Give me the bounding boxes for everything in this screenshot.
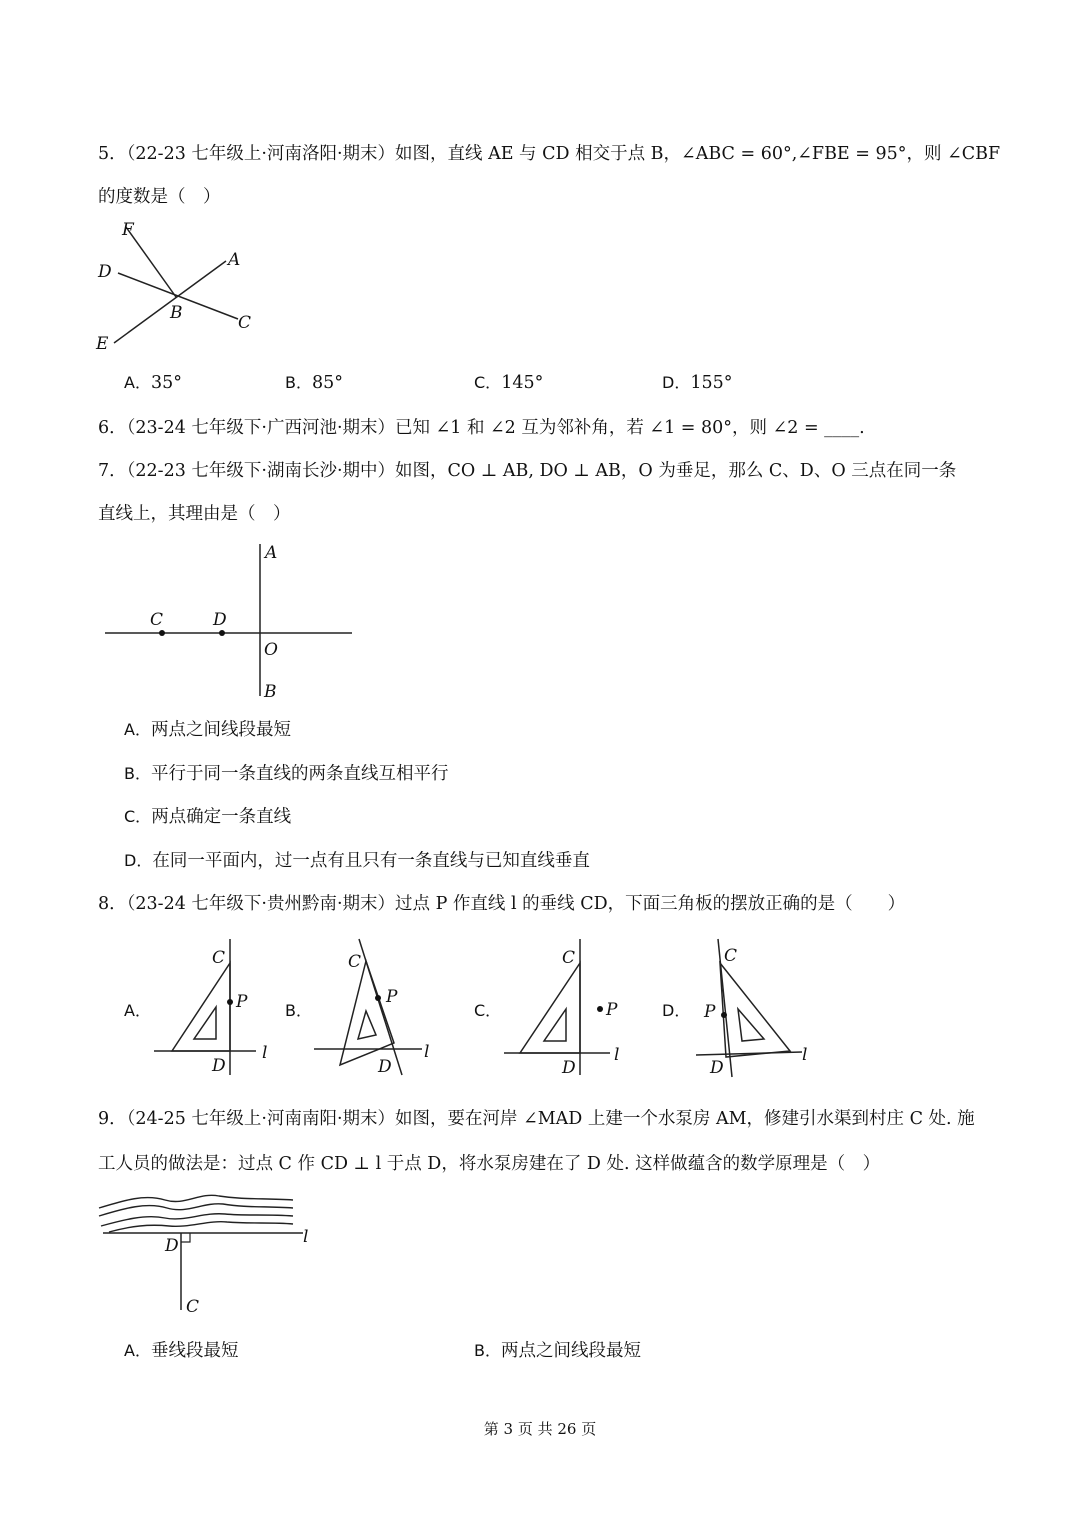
q8-option-d[interactable] (662, 998, 690, 1021)
q7-option-b[interactable] (124, 760, 448, 785)
q7-option-c[interactable] (124, 803, 291, 828)
q5-option-a-text: 35° (150, 373, 182, 393)
q5-figure (90, 215, 270, 355)
q9-label-D: D (165, 1236, 179, 1256)
q8-option-a[interactable] (124, 998, 151, 1021)
q9-option-b-text: 两点之间线段最短 (500, 1341, 641, 1361)
q8d-label-D: D (710, 1058, 724, 1078)
q5-option-b-text: 85° (311, 373, 344, 393)
q7-option-d[interactable] (124, 847, 590, 872)
q8d-label-P: P (704, 1002, 716, 1022)
q7-stem-line1: 7．（22-23 七年级下·湖南长沙·期中）如图，CO ⊥ AB, DO ⊥ AB，O 为垂足，那么 C、D、O 三点在同一条 (98, 461, 957, 481)
q7-label-C: C (150, 610, 164, 630)
q7-option-c-key: C． (124, 807, 152, 826)
q5-option-d-key: D． (662, 373, 691, 392)
q5-option-d[interactable] (662, 370, 732, 393)
q8-option-c-key: C． (474, 1001, 502, 1020)
q5-label-A: A (228, 250, 241, 270)
q5-stem-line2: 的度数是（ ） (98, 187, 221, 207)
q5-option-d-text: 155° (690, 373, 733, 393)
q7-option-a-key: A． (124, 720, 151, 739)
q5-label-F: F (122, 220, 134, 240)
q9-option-a[interactable] (124, 1337, 238, 1362)
q7-label-D: D (213, 610, 227, 630)
q5-option-c-key: C． (474, 373, 502, 392)
q7-stem-line2: 直线上，其理由是（ ） (98, 504, 291, 524)
q7-label-A: A (265, 543, 278, 563)
q5-label-E: E (96, 334, 109, 354)
q9-label-l: l (303, 1227, 309, 1247)
q8b-label-l: l (424, 1042, 430, 1062)
q8c-label-P: P (606, 1000, 618, 1020)
q5-label-C: C (238, 313, 252, 333)
q8-figure-a (150, 935, 290, 1080)
q8-option-d-key: D． (662, 1001, 691, 1020)
q7-option-d-text: 在同一平面内，过一点有且只有一条直线与已知直线垂直 (152, 851, 590, 871)
q8d-label-C: C (724, 946, 738, 966)
q5-option-c-text: 145° (501, 373, 544, 393)
q9-label-C: C (186, 1297, 200, 1317)
q8b-label-C: C (348, 952, 362, 972)
q7-option-b-key: B． (124, 764, 151, 783)
q8-figure-b (310, 935, 450, 1080)
q9-option-b[interactable] (474, 1337, 641, 1362)
q9-option-a-key: A． (124, 1341, 151, 1360)
q9-stem-line1: 9．（24-25 七年级上·河南南阳·期末）如图，要在河岸 ∠MAD 上建一个水泵房 AM，修建引水渠到村庄 C 处. 施 (98, 1109, 975, 1129)
q8-option-a-key: A． (124, 1001, 151, 1020)
q8d-label-l: l (802, 1045, 808, 1065)
q8-option-c[interactable] (474, 998, 501, 1021)
q8a-label-l: l (262, 1043, 268, 1063)
q5-option-b-key: B． (285, 373, 312, 392)
q7-option-c-text: 两点确定一条直线 (151, 807, 292, 827)
q5-option-a[interactable] (124, 370, 182, 393)
q8a-label-C: C (212, 948, 226, 968)
q5-label-B: B (170, 303, 183, 323)
q9-figure (95, 1180, 325, 1320)
q9-stem-line2: 工人员的做法是：过点 C 作 CD ⊥ l 于点 D，将水泵房建在了 D 处. 这样做蕴含的数学原理是（ ） (98, 1154, 881, 1174)
q6-stem: 6．（23-24 七年级下·广西河池·期末）已知 ∠1 和 ∠2 互为邻补角，若 ∠1 = 80°，则 ∠2 = ____. (98, 418, 865, 438)
q8b-label-D: D (378, 1057, 392, 1077)
q7-label-O: O (264, 640, 278, 660)
q5-stem-line1: 5．（22-23 七年级上·河南洛阳·期末）如图，直线 AE 与 CD 相交于点 B，∠ABC = 60°,∠FBE = 95°，则 ∠CBF (98, 144, 1001, 164)
q8-figure-d (690, 935, 830, 1080)
q7-label-B: B (264, 682, 277, 702)
q5-option-a-key: A． (124, 373, 151, 392)
page-footer: 第 3 页 共 26 页 (483, 1420, 597, 1438)
q7-option-d-key: D． (124, 851, 153, 870)
q7-option-b-text: 平行于同一条直线的两条直线互相平行 (150, 764, 449, 784)
q8-option-b-key: B． (285, 1001, 312, 1020)
q8c-label-D: D (562, 1058, 576, 1078)
q8c-label-C: C (562, 948, 576, 968)
q8-option-b[interactable] (285, 998, 312, 1021)
q8-stem: 8．（23-24 七年级下·贵州黔南·期末）过点 P 作直线 l 的垂线 CD，下面三角板的摆放正确的是（ ） (98, 894, 906, 914)
q5-option-b[interactable] (285, 370, 343, 393)
q5-option-c[interactable] (474, 370, 543, 393)
q5-label-D: D (98, 262, 112, 282)
q9-option-b-key: B． (474, 1341, 501, 1360)
q7-figure (100, 540, 360, 705)
q8-figure-c (500, 935, 640, 1080)
q8c-label-l: l (614, 1045, 620, 1065)
q7-option-a[interactable] (124, 716, 291, 741)
q9-option-a-text: 垂线段最短 (150, 1341, 239, 1361)
q8b-label-P: P (386, 987, 398, 1007)
q8a-label-D: D (212, 1056, 226, 1076)
q8a-label-P: P (236, 992, 248, 1012)
q7-option-a-text: 两点之间线段最短 (150, 720, 291, 740)
